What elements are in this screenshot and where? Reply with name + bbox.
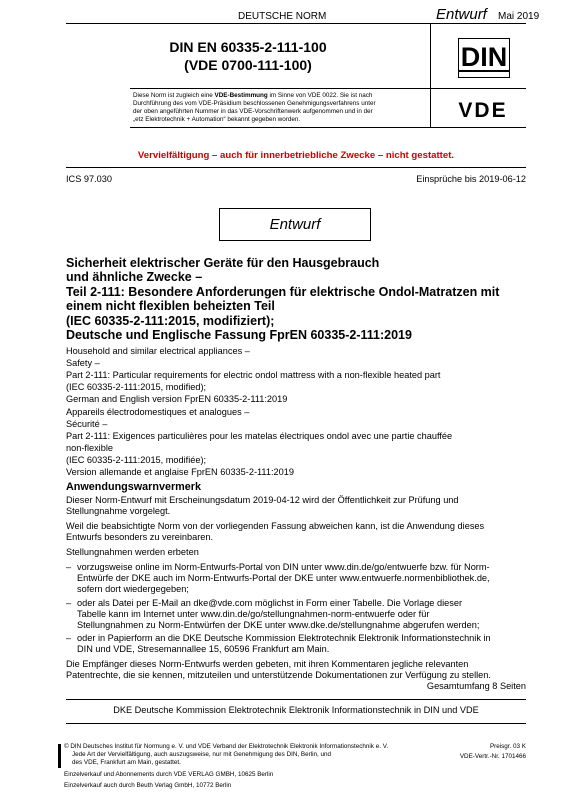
bullet-line: sofern dort wiedergegeben; xyxy=(77,584,189,594)
committee-top-rule xyxy=(66,699,526,700)
english-title-line4: (IEC 60335-2-111:2015, modified); xyxy=(66,382,207,392)
footer-copyright-line2: Jede Art der Vervielfältigung, auch auszugsweise, nur mit Genehmigung des DIN, Berlin, und xyxy=(72,751,332,758)
footer-price-group: Preisgr. 03 K xyxy=(489,743,526,750)
footer-vde-order-no: VDE-Vertr.-Nr. 1701466 xyxy=(459,753,526,760)
french-title-line5: (IEC 60335-2-111:2015, modifiée); xyxy=(66,455,207,465)
german-title-line5: (IEC 60335-2-111:2015, modifiziert); xyxy=(66,314,275,328)
footer-sales-line1: Einzelverkauf und Abonnements durch VDE VERLAG GMBH, 10625 Berlin xyxy=(64,771,274,778)
application-note-para1-line2: Stellungnahme vorgelegt. xyxy=(66,506,171,516)
german-title-line4: einem nicht flexiblen beheizten Teil xyxy=(66,299,275,313)
english-title-line5: German and English version FprEN 60335-2-111:2019 xyxy=(66,394,288,404)
application-note-para2-line2: Entwurfs besonders zu vereinbaren. xyxy=(66,532,214,542)
bullet-line: vorzugsweise online im Norm-Entwurfs-Portal von DIN unter www.din.de/go/entwuerfe bzw. für Norm- xyxy=(77,562,490,572)
bullet-dash: – xyxy=(66,598,72,608)
din-logo-graphic xyxy=(458,38,510,78)
french-title-line3: Part 2-111: Exigences particulières pour les matelas électriques ondol avec une partie chauffée xyxy=(66,431,453,441)
bullet-line: Stellungnahmen zu Norm-Entwürfen der DKE unter www.dke.de/stellungnahme abgerufen werden; xyxy=(77,620,480,630)
application-note-heading: Anwendungswarnvermerk xyxy=(66,481,201,493)
draft-box xyxy=(219,208,371,241)
bullet-line: DIN und VDE, Stresemannallee 15, 60596 Frankfurt am Main. xyxy=(77,644,330,654)
vde-logo-text: VDE xyxy=(458,99,508,121)
vde-notice-line1: Diese Norm ist zugleich eine VDE-Bestimmung im Sinne von VDE 0022. Sie ist nach xyxy=(133,92,373,99)
norm-label: DEUTSCHE NORM xyxy=(238,11,327,22)
application-note-para4-line2: Patentrechte, die sie kennen, mitzuteilen und unterstützende Dokumentationen zur Verfügung zu stellen. xyxy=(66,670,491,680)
french-title-line2: Sécurité – xyxy=(66,419,108,429)
vde-logo xyxy=(447,97,519,121)
bullet-line: Entwürfe der DKE auch im Norm-Entwurfs-Portal der DKE unter www.entwuerfe.normenbibliothek.de, xyxy=(77,573,490,583)
application-note-para4-line1: Die Empfänger dieses Norm-Entwurfs werden gebeten, mit ihren Kommentaren jegliche relevanten xyxy=(66,659,469,669)
objection-deadline: Einsprüche bis 2019-06-12 xyxy=(416,174,526,184)
standard-number: DIN EN 60335-2-111-100 xyxy=(169,39,327,55)
top-rule xyxy=(66,23,526,24)
english-title-line2: Safety – xyxy=(66,358,100,368)
vde-notice-line3: der oben angeführten Nummer in das VDE-Vorschriftenwerk aufgenommen und in der xyxy=(133,108,373,115)
bullet-dash: – xyxy=(66,633,72,643)
footer-copyright-line3: des VDE, Frankfurt am Main, gestattet. xyxy=(72,759,181,766)
english-title-line1: Household and similar electrical appliances – xyxy=(66,346,250,356)
german-title-line3: Teil 2-111: Besondere Anforderungen für elektrische Ondol-Matratzen mit xyxy=(66,285,500,299)
din-logo xyxy=(458,38,510,78)
german-title-line6: Deutsche und Englische Fassung FprEN 60335-2-111:2019 xyxy=(66,328,412,342)
vde-notice-line4: „etz Elektrotechnik + Automation“ bekannt gegeben worden. xyxy=(133,116,301,123)
french-title-line6: Version allemande et anglaise FprEN 60335-2-111:2019 xyxy=(66,467,294,477)
ics-code: ICS 97.030 xyxy=(66,174,112,184)
total-pages: Gesamtumfang 8 Seiten xyxy=(426,681,526,691)
application-note-para2-line1: Weil die beabsichtigte Norm von der vorliegenden Fassung abweichen kann, ist die Anwendung dieses xyxy=(66,521,485,531)
footer-sales-line2: Einzelverkauf auch durch Beuth Verlag GmbH, 10772 Berlin xyxy=(64,782,232,789)
header-divider xyxy=(430,23,431,127)
footer-copyright-line1: © DIN Deutsches Institut für Normung e. V. und VDE Verband der Elektrotechnik Elektronik Informationstechnik e. V. xyxy=(64,743,389,750)
reproduction-notice: Vervielfältigung – auch für innerbetriebliche Zwecke – nicht gestattet. xyxy=(137,150,455,161)
committee-bottom-rule xyxy=(66,723,526,724)
footer-left-bar xyxy=(58,744,61,768)
vde-logo-graphic xyxy=(447,97,519,121)
bullet-line: Tabelle kann im Internet unter www.din.de/go/stellungnahmen-norm-entwuerfe oder für xyxy=(77,609,430,619)
din-logo-text: DIN xyxy=(460,42,508,72)
vde-notice-line2: Durchführung des vom VDE-Präsidium beschlossenen Genehmigungsverfahrens unter xyxy=(133,100,376,107)
german-title-line1: Sicherheit elektrischer Geräte für den Hausgebrauch xyxy=(66,256,380,270)
bullet-line: oder als Datei per E-Mail an dke@vde.com möglichst in Form einer Tabelle. Die Vorlage dieser xyxy=(77,598,462,608)
title-rule xyxy=(130,88,526,89)
committee-name: DKE Deutsche Kommission Elektrotechnik Elektronik Informationstechnik in DIN und VDE xyxy=(113,705,479,715)
status-label: Entwurf xyxy=(436,6,487,23)
german-title-line2: und ähnliche Zwecke – xyxy=(66,270,203,284)
french-title-line1: Appareils électrodomestiques et analogues – xyxy=(66,407,250,417)
date-label: Mai 2019 xyxy=(498,11,540,22)
english-title-line3: Part 2-111: Particular requirements for electric ondol mattress with a non-flexible heated part xyxy=(66,370,441,380)
application-note-para1-line1: Dieser Norm-Entwurf mit Erscheinungsdatum 2019-04-12 wird der Öffentlichkeit zur Prüfung und xyxy=(66,495,459,505)
draft-box-label: Entwurf xyxy=(269,216,321,233)
bullet-dash: – xyxy=(66,562,72,572)
notice-bottom-rule xyxy=(66,167,526,168)
application-note-para3: Stellungnahmen werden erbeten xyxy=(66,547,199,557)
french-title-line4: non-flexible xyxy=(66,443,113,453)
bullet-line: oder in Papierform an die DKE Deutsche Kommission Elektrotechnik Elektronik Informationstechnik in xyxy=(77,633,491,643)
notice-rule xyxy=(130,127,526,128)
vde-number: (VDE 0700-111-100) xyxy=(184,57,312,73)
